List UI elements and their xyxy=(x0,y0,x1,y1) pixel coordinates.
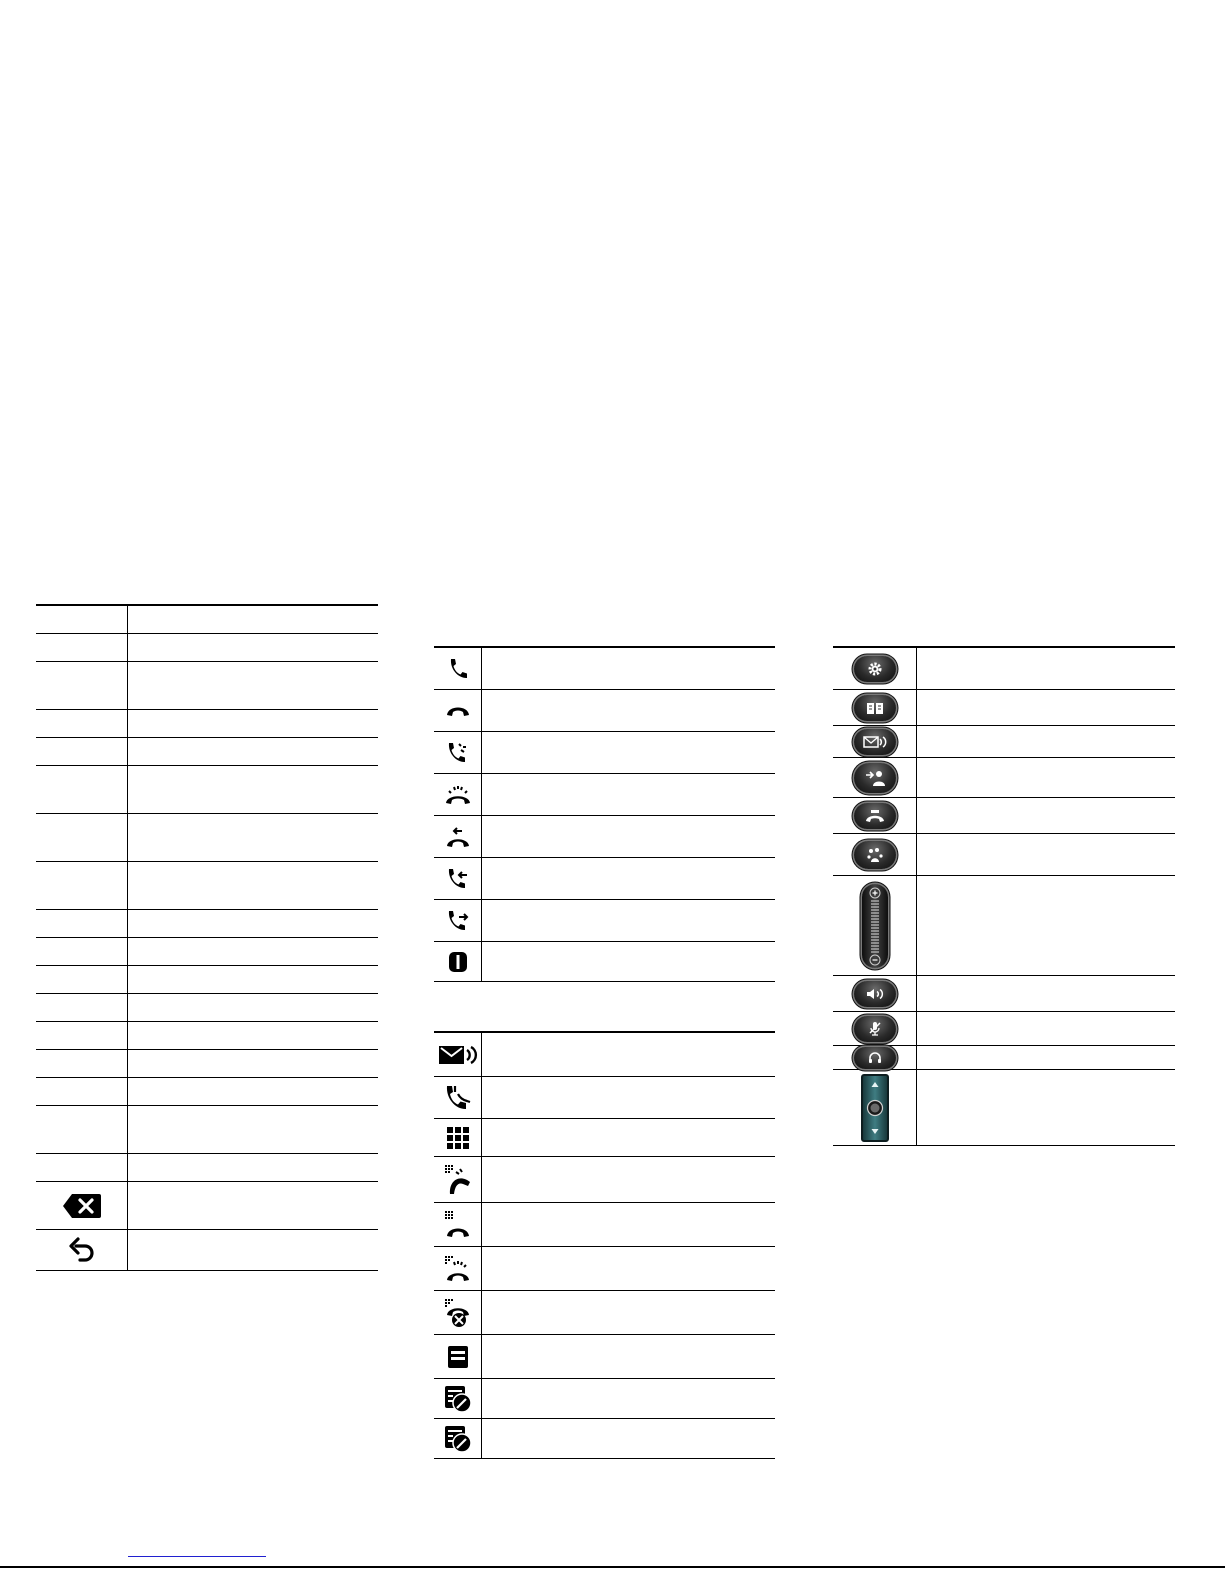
hang-up-icon xyxy=(445,703,471,719)
table-row xyxy=(434,1419,775,1459)
call-state-icons-table xyxy=(434,646,775,982)
table-row xyxy=(36,1230,378,1271)
table-row xyxy=(833,648,1175,690)
envelope-icon xyxy=(863,735,887,749)
table-row xyxy=(434,942,775,982)
remote-ring-icon xyxy=(444,1255,472,1283)
table-row xyxy=(833,726,1175,758)
table-row xyxy=(434,648,775,690)
ringing-call-icon xyxy=(446,741,470,765)
table-row xyxy=(36,662,378,710)
table-row xyxy=(36,966,378,994)
keypad-icon xyxy=(446,1126,470,1150)
footer-rule xyxy=(0,1566,1225,1568)
headset-button xyxy=(854,1047,896,1069)
remote-in-use-icon xyxy=(444,1210,472,1240)
hold-handset-icon xyxy=(865,809,885,823)
table-row xyxy=(833,876,1175,976)
table-row xyxy=(434,1077,775,1119)
directories-button xyxy=(854,695,896,721)
table-row xyxy=(434,1379,775,1419)
mute-button xyxy=(854,1016,896,1042)
table-row xyxy=(36,710,378,738)
table-row xyxy=(36,634,378,662)
table-row xyxy=(36,862,378,910)
resume-call-icon xyxy=(445,824,471,850)
table-row xyxy=(833,758,1175,798)
table-row xyxy=(833,798,1175,834)
hold-button xyxy=(854,803,896,829)
book-icon xyxy=(866,701,884,715)
table-row xyxy=(434,858,775,900)
navigation-button xyxy=(861,1074,889,1142)
table-row xyxy=(36,766,378,814)
outgoing-call-icon xyxy=(446,909,470,933)
gear-icon xyxy=(867,661,883,677)
table-row xyxy=(434,816,775,858)
speaker-icon xyxy=(865,987,885,1001)
table-row xyxy=(833,1012,1175,1046)
voicemail-icon xyxy=(438,1043,478,1067)
speaker-button xyxy=(854,981,896,1007)
messages-button xyxy=(854,729,896,755)
table-row xyxy=(434,774,775,816)
footer-link-underline[interactable] xyxy=(128,1556,266,1557)
table-row xyxy=(434,1247,775,1291)
transfer-icon xyxy=(864,769,886,787)
microphone-mute-icon xyxy=(867,1020,883,1038)
settings-button xyxy=(854,656,896,682)
table-row xyxy=(833,690,1175,726)
table-row xyxy=(36,606,378,634)
directory-icon xyxy=(447,1345,469,1369)
received-call-icon xyxy=(446,867,470,891)
table-row xyxy=(833,1046,1175,1070)
table-row xyxy=(833,1070,1175,1146)
table-row xyxy=(36,938,378,966)
call-blocked-icon xyxy=(444,1298,472,1328)
table-row xyxy=(434,900,775,942)
table-row xyxy=(434,732,775,774)
active-call-icon xyxy=(444,1084,472,1112)
back-arrow-icon xyxy=(68,1235,96,1265)
hold-icon xyxy=(448,951,468,973)
service-edit-icon xyxy=(444,1385,472,1413)
table-row xyxy=(36,1182,378,1230)
headset-icon xyxy=(867,1050,883,1066)
volume-rocker xyxy=(862,884,888,968)
table-row xyxy=(434,1291,775,1335)
backspace-icon xyxy=(62,1193,102,1219)
table-row xyxy=(434,690,775,732)
incoming-ring-icon xyxy=(444,784,472,806)
conference-icon xyxy=(865,847,885,863)
table-row xyxy=(36,994,378,1022)
table-row xyxy=(434,1033,775,1077)
table-row xyxy=(36,1050,378,1078)
table-row xyxy=(434,1157,775,1203)
feature-icons-table xyxy=(434,1031,775,1459)
table-row xyxy=(434,1119,775,1157)
table-row xyxy=(434,1335,775,1379)
service-edit-icon xyxy=(444,1425,472,1453)
table-row xyxy=(434,1203,775,1247)
table-row xyxy=(36,814,378,862)
table-row xyxy=(36,1022,378,1050)
volume-scale-icon xyxy=(862,884,888,968)
table-row xyxy=(36,1154,378,1182)
navigation-pad-icon xyxy=(863,1076,887,1140)
table-row xyxy=(36,738,378,766)
table-row xyxy=(833,976,1175,1012)
transfer-button xyxy=(854,763,896,793)
table-row xyxy=(36,1078,378,1106)
handset-call-icon xyxy=(447,657,469,681)
conference-button xyxy=(854,841,896,869)
table-row xyxy=(36,910,378,938)
table-row xyxy=(833,834,1175,876)
table-row xyxy=(36,1106,378,1154)
shared-line-icon xyxy=(444,1164,472,1196)
